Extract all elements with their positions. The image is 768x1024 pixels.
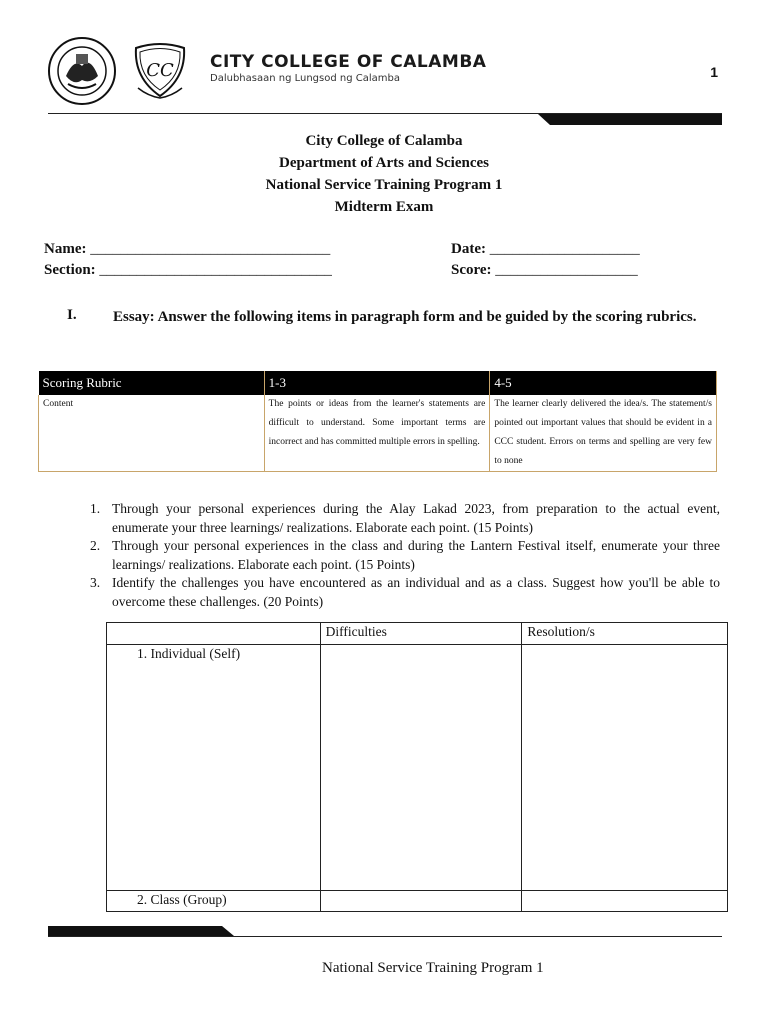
college-subtitle: Dalubhasaan ng Lungsod ng Calamba <box>210 73 400 84</box>
table-row <box>107 623 728 645</box>
rubric-criterion: Content <box>39 395 265 472</box>
crest-monogram: CC <box>146 60 174 81</box>
header-accent-bar <box>538 114 722 125</box>
header-rule <box>48 113 722 114</box>
name-label: Name: <box>44 241 87 257</box>
item-number: 1. <box>90 501 101 516</box>
footer-rule <box>48 936 722 937</box>
table-row <box>107 891 728 912</box>
item-text: Through your personal experiences in the class and during the Lantern Festival itself, enumerate your three learnings/ realizations. Elaborate each point. (15 Points) <box>112 538 720 572</box>
class-difficulties-cell[interactable] <box>320 891 522 912</box>
table-row <box>107 645 728 891</box>
class-resolutions-cell[interactable] <box>522 891 728 912</box>
item-text: Through your personal experiences during the Alay Lakad 2023, from preparation to the actual event, enumerate your three learnings/ realizations. Elaborate each point. (15 Points) <box>112 501 720 535</box>
list-item <box>90 500 720 537</box>
title-line-exam: Midterm Exam <box>334 199 434 215</box>
rubric-header-low: 1-3 <box>264 371 490 395</box>
item-number: 2. <box>90 538 101 553</box>
individual-difficulties-cell[interactable] <box>320 645 522 891</box>
rubric-high-description: The learner clearly delivered the idea/s. The statement/s pointed out important values that should be evident in a CCC student. Errors on terms and spelling are very few to none <box>490 395 717 472</box>
rubric-header-high: 4-5 <box>490 371 717 395</box>
item-number: 3. <box>90 575 101 590</box>
individual-resolutions-cell[interactable] <box>522 645 728 891</box>
header-difficulties: Difficulties <box>320 623 522 645</box>
college-crest-logo <box>130 38 190 100</box>
score-field[interactable] <box>451 262 638 279</box>
rubric-header-criterion: Scoring Rubric <box>39 371 265 395</box>
header-blank-cell <box>107 623 321 645</box>
section-instructions: Essay: Answer the following items in paragraph form and be guided by the scoring rubrics. <box>113 309 697 325</box>
page-number: 1 <box>710 64 718 80</box>
name-blank: ________________________________ <box>90 241 331 257</box>
footer-text: National Service Training Program 1 <box>322 960 544 976</box>
list-item <box>90 537 720 574</box>
date-field[interactable] <box>451 241 640 258</box>
exam-title-block <box>0 130 768 218</box>
score-label: Score: <box>451 262 492 278</box>
name-field[interactable] <box>44 241 330 258</box>
title-line-department: Department of Arts and Sciences <box>279 155 489 171</box>
row-label-individual: 1. Individual (Self) <box>107 645 321 891</box>
item-text: Identify the challenges you have encountered as an individual and as a class. Suggest how you'll be able to overcome these challenges. (20 Points) <box>112 575 720 609</box>
footer-accent-bar <box>48 926 234 936</box>
section-number: I. <box>67 307 77 323</box>
date-blank: ____________________ <box>489 241 640 257</box>
header-resolutions: Resolution/s <box>522 623 728 645</box>
date-label: Date: <box>451 241 486 257</box>
title-line-college: City College of Calamba <box>305 133 463 149</box>
rubric-header-row <box>39 371 717 395</box>
score-blank: ___________________ <box>495 262 638 278</box>
section-label: Section: <box>44 262 96 278</box>
challenges-table <box>106 622 728 912</box>
rubric-row <box>39 395 717 472</box>
list-item <box>90 574 720 611</box>
college-name: CITY COLLEGE OF CALAMBA <box>210 52 487 72</box>
section-field[interactable] <box>44 262 332 279</box>
city-seal-logo <box>44 36 120 106</box>
row-label-class: 2. Class (Group) <box>107 891 321 912</box>
section-blank: _______________________________ <box>99 262 332 278</box>
rubric-low-description: The points or ideas from the learner's statements are difficult to understand. Some important terms are incorrect and has committed multiple errors in spelling. <box>264 395 490 472</box>
essay-items-list <box>90 500 720 611</box>
title-line-program: National Service Training Program 1 <box>265 177 503 193</box>
scoring-rubric-table <box>38 371 717 472</box>
